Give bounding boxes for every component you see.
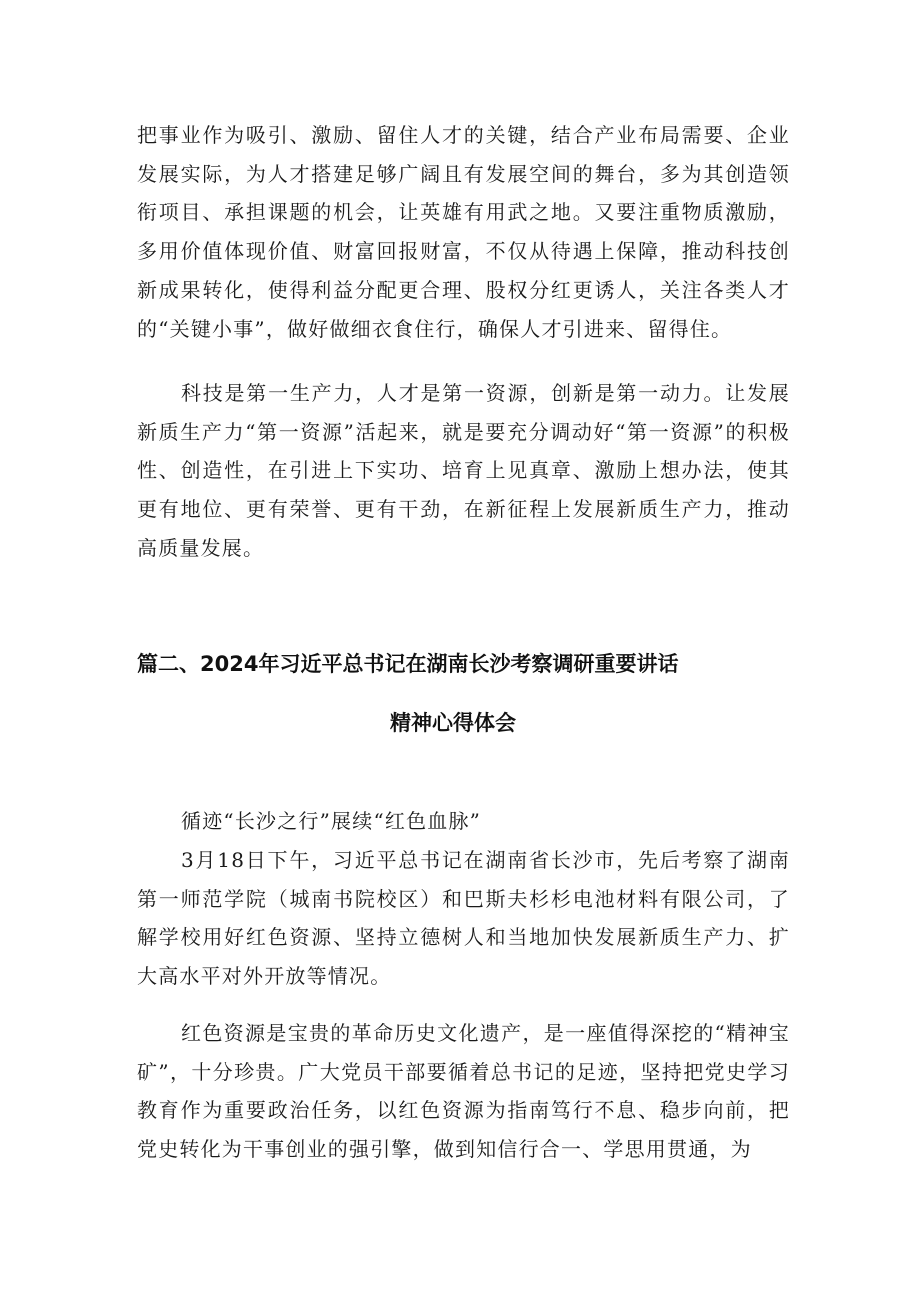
section-heading-line2: 精神心得体会 [390,711,516,735]
paragraph-talent-incentives: 把事业作为吸引、激励、留住人才的关键，结合产业布局需要、企业发展实际，为人才搭建足够广阔且有发展空间的舞台，多为其创造领衔项目、承担课题的机会，让英雄有用武之地。又要注重物质激励，多用价值体现价值、财富回报财富，不仅从待遇上保障，推动科技创新成果转化，使得利益分配更合理、股权分红更诱人，关注各类人才的“关键小事”，做好做细衣食住行，确保人才引进来、留得住。 [137,123,790,341]
paragraph-changsha-visit: 3月18日下午，习近平总书记在湖南省长沙市，先后考察了湖南第一师范学院（城南书院校区）和巴斯夫杉杉电池材料有限公司，了解学校用好红色资源、坚持立德树人和当地加快发展新质生产力、扩大高水平对外开放等情况。 [137,848,790,989]
section-heading-line1: 篇二、2024年习近平总书记在湖南长沙考察调研重要讲话 [137,652,679,676]
paragraph-red-resources: 红色资源是宝贵的革命历史文化遗产，是一座值得深挖的“精神宝矿”，十分珍贵。广大党员干部要循着总书记的足迹，坚持把党史学习教育作为重要政治任务，以红色资源为指南笃行不息、稳步向前，把党史转化为干事创业的强引擎，做到知信行合一、学思用贯通，为 [137,1021,790,1162]
paragraph-first-resource: 科技是第一生产力，人才是第一资源，创新是第一动力。让发展新质生产力“第一资源”活起来，就是要充分调动好“第一资源”的积极性、创造性，在引进上下实功、培育上见真章、激励上想办法，使其更有地位、更有荣誉、更有干劲，在新征程上发展新质生产力，推动高质量发展。 [137,381,790,560]
article-subtitle: 循迹“长沙之行”展续“红色血脉” [181,809,482,833]
